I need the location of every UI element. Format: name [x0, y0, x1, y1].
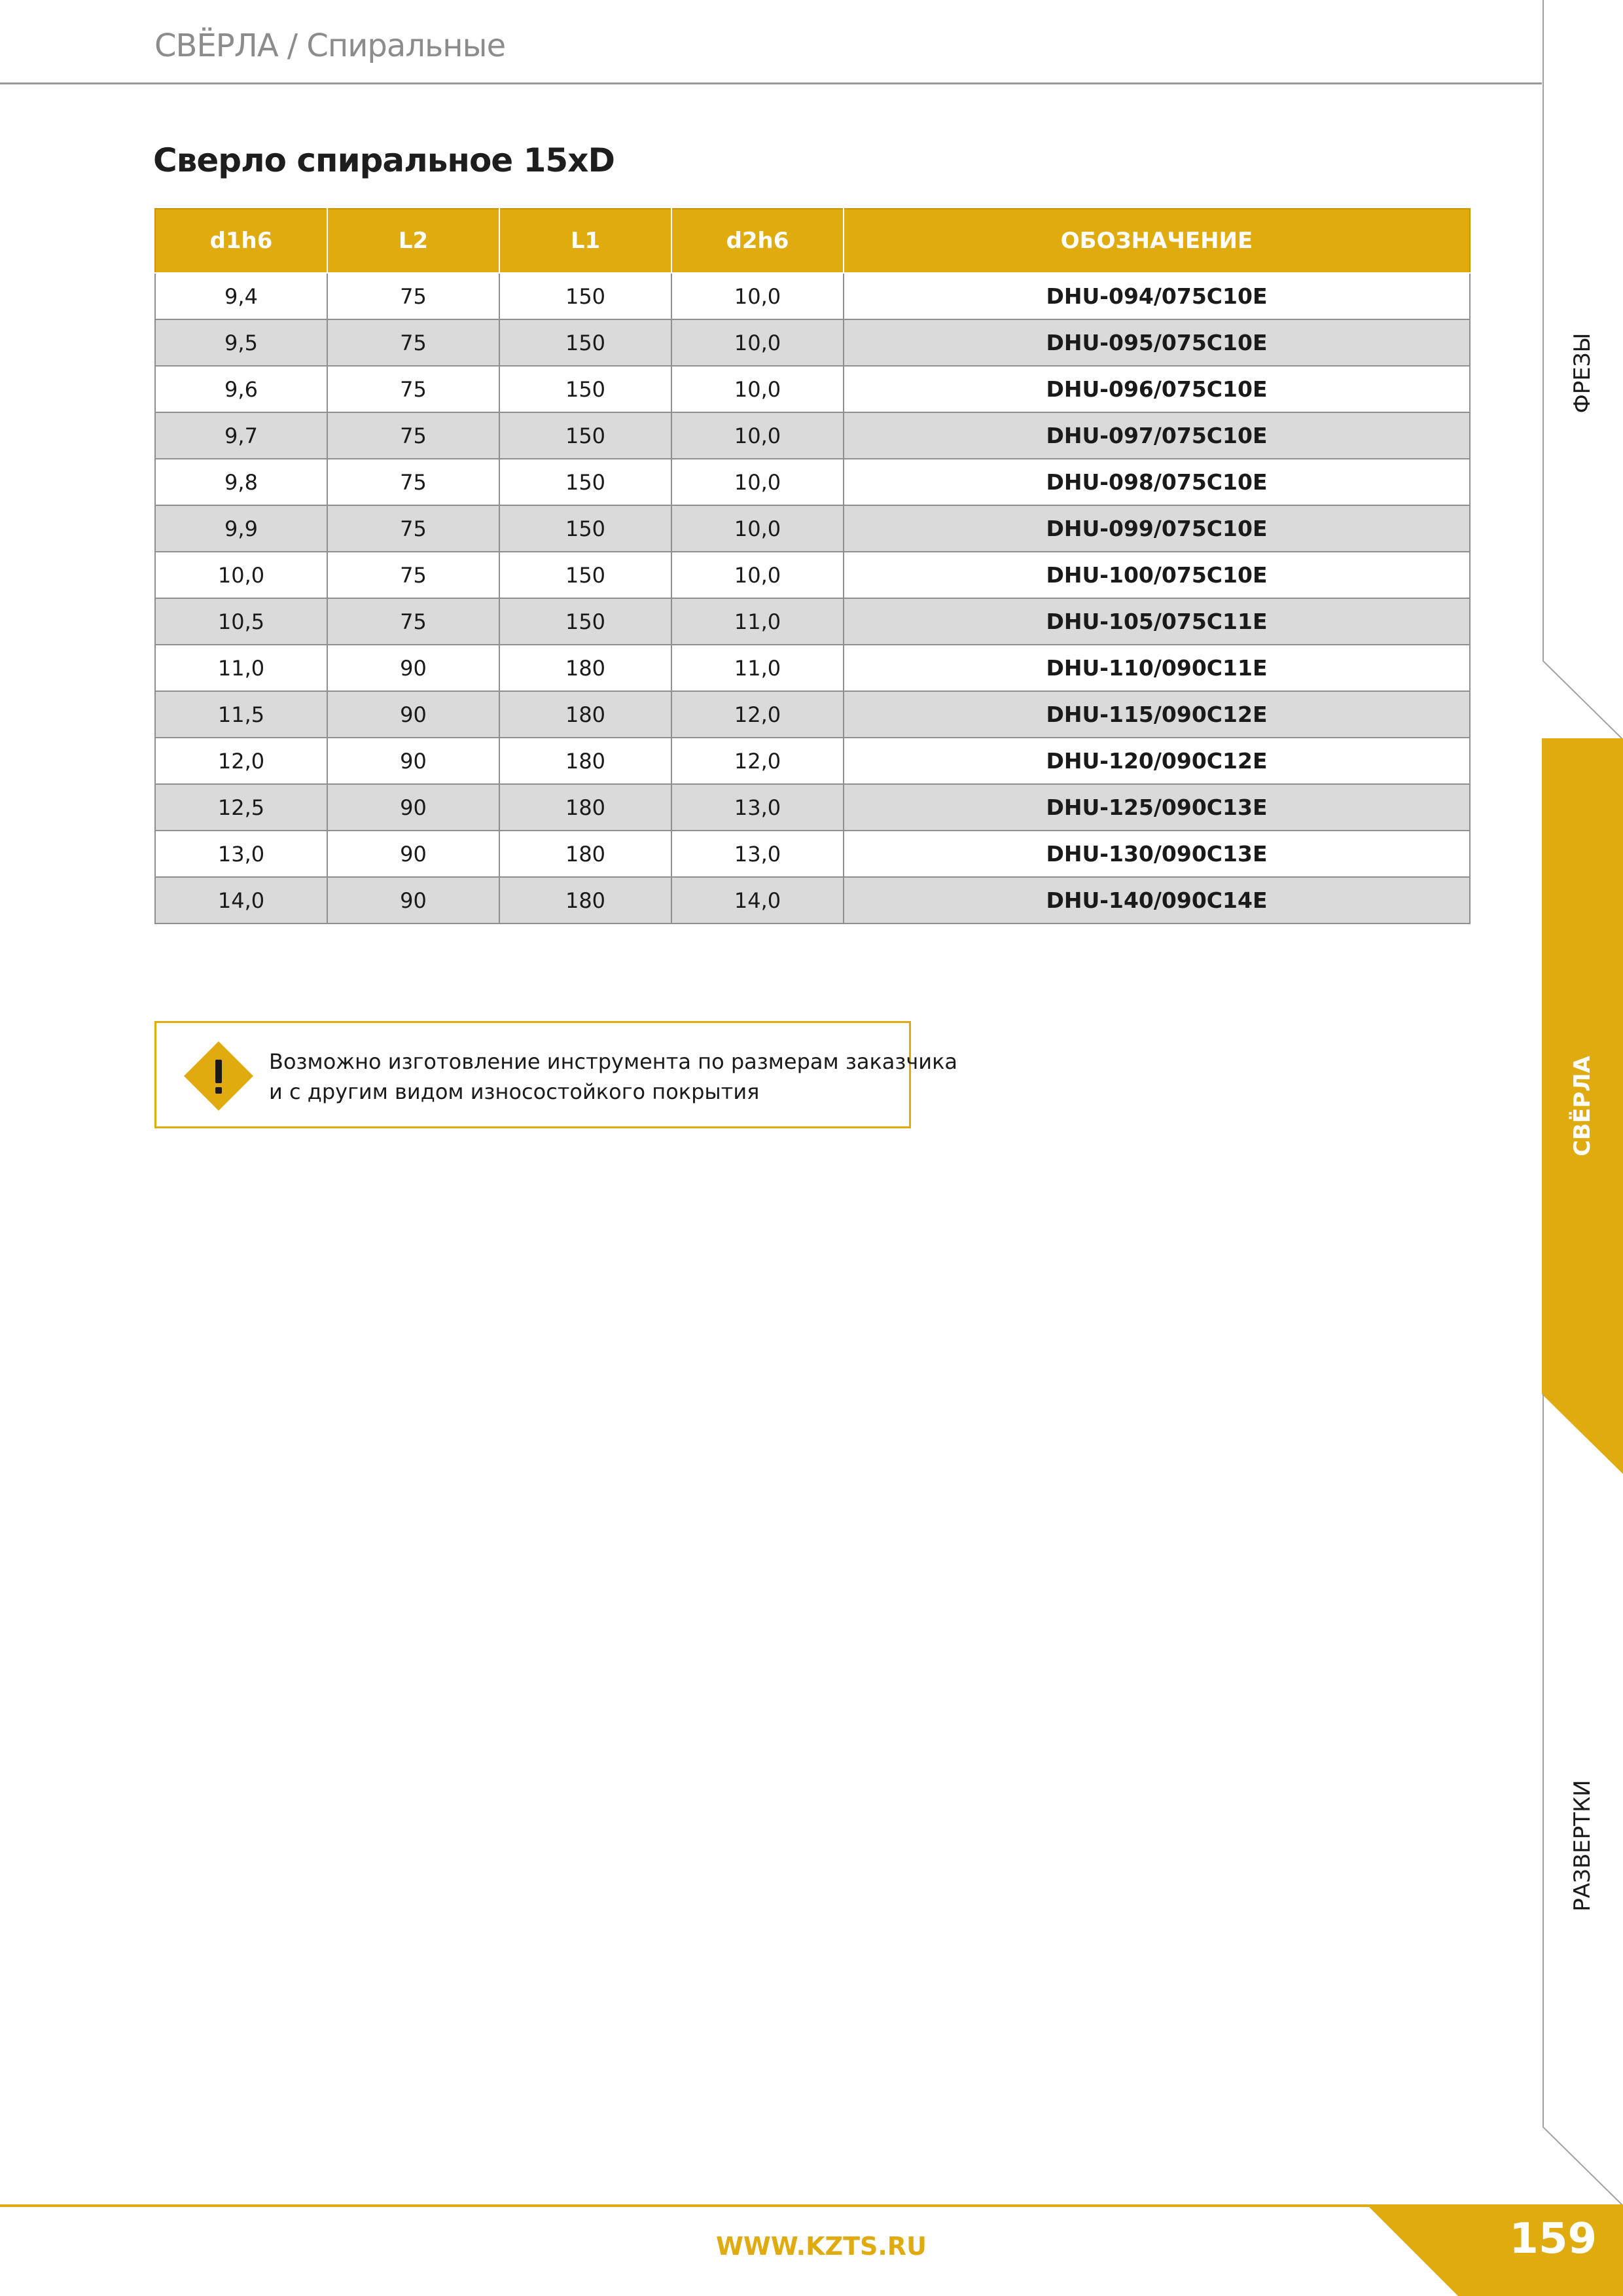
cell-l2: 90 — [327, 691, 499, 738]
cell-designation: DHU-130/090C13E — [844, 831, 1470, 877]
cell-designation: DHU-099/075C10E — [844, 505, 1470, 552]
cell-designation: DHU-105/075C11E — [844, 598, 1470, 645]
cell-d1h6: 9,6 — [155, 366, 327, 412]
cell-d2h6: 10,0 — [671, 273, 844, 319]
cell-l1: 150 — [499, 552, 671, 598]
cell-d2h6: 12,0 — [671, 691, 844, 738]
table-row — [155, 552, 1470, 598]
table-row — [155, 366, 1470, 412]
cell-l2: 75 — [327, 273, 499, 319]
spec-table — [154, 208, 1471, 924]
cell-l1: 180 — [499, 877, 671, 924]
cell-d2h6: 11,0 — [671, 645, 844, 691]
cell-designation: DHU-125/090C13E — [844, 784, 1470, 831]
cell-d2h6: 13,0 — [671, 831, 844, 877]
cell-l1: 180 — [499, 831, 671, 877]
cell-l2: 75 — [327, 598, 499, 645]
cell-designation: DHU-140/090C14E — [844, 877, 1470, 924]
cell-d1h6: 9,5 — [155, 319, 327, 366]
table-body — [155, 273, 1470, 924]
cell-designation: DHU-095/075C10E — [844, 319, 1470, 366]
cell-l1: 150 — [499, 366, 671, 412]
table-row — [155, 691, 1470, 738]
cell-d2h6: 10,0 — [671, 366, 844, 412]
cell-l1: 150 — [499, 319, 671, 366]
cell-d1h6: 12,5 — [155, 784, 327, 831]
cell-l1: 150 — [499, 412, 671, 459]
warning-icon — [183, 1040, 255, 1112]
note-line-2: и с другим видом износостойкого покрытия — [269, 1079, 760, 1104]
cell-l1: 180 — [499, 784, 671, 831]
column-header-l1: L1 — [499, 209, 671, 273]
cell-l2: 90 — [327, 645, 499, 691]
header-divider — [0, 82, 1542, 84]
cell-d1h6: 9,4 — [155, 273, 327, 319]
cell-designation: DHU-098/075C10E — [844, 459, 1470, 505]
table-row — [155, 645, 1470, 691]
table-row — [155, 319, 1470, 366]
cell-d2h6: 10,0 — [671, 505, 844, 552]
cell-l2: 90 — [327, 738, 499, 784]
cell-d2h6: 12,0 — [671, 738, 844, 784]
column-header-d2h6: d2h6 — [671, 209, 844, 273]
table-row — [155, 784, 1470, 831]
tab-razvertki[interactable] — [1542, 1767, 1623, 1924]
cell-d2h6: 11,0 — [671, 598, 844, 645]
table-row — [155, 598, 1470, 645]
cell-d1h6: 9,9 — [155, 505, 327, 552]
cell-d2h6: 14,0 — [671, 877, 844, 924]
cell-l1: 150 — [499, 505, 671, 552]
cell-l1: 180 — [499, 691, 671, 738]
note-line-1: Возможно изготовление инструмента по размерам заказчика — [269, 1049, 958, 1074]
tab-frezy-label: ФРЕЗЫ — [1569, 332, 1596, 414]
cell-l1: 180 — [499, 645, 671, 691]
cell-d1h6: 14,0 — [155, 877, 327, 924]
tab-sverla-label: СВЁРЛА — [1569, 1056, 1596, 1157]
table-row — [155, 459, 1470, 505]
cell-designation: DHU-096/075C10E — [844, 366, 1470, 412]
cell-d1h6: 12,0 — [155, 738, 327, 784]
cell-d1h6: 11,5 — [155, 691, 327, 738]
cell-d2h6: 10,0 — [671, 319, 844, 366]
cell-d2h6: 10,0 — [671, 459, 844, 505]
table-row — [155, 505, 1470, 552]
table-row — [155, 738, 1470, 784]
cell-d1h6: 10,0 — [155, 552, 327, 598]
cell-d2h6: 10,0 — [671, 552, 844, 598]
cell-l1: 150 — [499, 273, 671, 319]
cell-d1h6: 9,8 — [155, 459, 327, 505]
cell-d1h6: 10,5 — [155, 598, 327, 645]
table-row — [155, 412, 1470, 459]
cell-l2: 75 — [327, 412, 499, 459]
column-header-l2: L2 — [327, 209, 499, 273]
page-header-title: СВЁРЛА / Спиральные — [154, 27, 506, 64]
column-header-designation: ОБОЗНАЧЕНИЕ — [844, 209, 1470, 273]
cell-l2: 75 — [327, 505, 499, 552]
column-header-d1h6: d1h6 — [155, 209, 327, 273]
cell-designation: DHU-094/075C10E — [844, 273, 1470, 319]
cell-designation: DHU-100/075C10E — [844, 552, 1470, 598]
cell-l1: 180 — [499, 738, 671, 784]
cell-l2: 75 — [327, 319, 499, 366]
cell-l1: 150 — [499, 459, 671, 505]
cell-l2: 75 — [327, 366, 499, 412]
custom-order-note — [154, 1021, 958, 1128]
cell-l2: 75 — [327, 552, 499, 598]
cell-l2: 90 — [327, 877, 499, 924]
tab-frezy[interactable] — [1542, 308, 1623, 439]
page-number: 159 — [1509, 2215, 1597, 2263]
cell-d1h6: 13,0 — [155, 831, 327, 877]
table-row — [155, 877, 1470, 924]
cell-d2h6: 13,0 — [671, 784, 844, 831]
table-row — [155, 273, 1470, 319]
table-row — [155, 831, 1470, 877]
footer-website-link[interactable]: WWW.KZTS.RU — [716, 2232, 927, 2261]
page-title: Сверло спиральное 15xD — [153, 141, 615, 179]
cell-designation: DHU-110/090C11E — [844, 645, 1470, 691]
cell-d1h6: 9,7 — [155, 412, 327, 459]
cell-l2: 75 — [327, 459, 499, 505]
cell-d1h6: 11,0 — [155, 645, 327, 691]
cell-designation: DHU-115/090C12E — [844, 691, 1470, 738]
cell-l2: 90 — [327, 784, 499, 831]
cell-l1: 150 — [499, 598, 671, 645]
cell-designation: DHU-097/075C10E — [844, 412, 1470, 459]
cell-designation: DHU-120/090C12E — [844, 738, 1470, 784]
tab-sverla[interactable] — [1542, 1034, 1623, 1178]
note-text — [269, 1047, 957, 1107]
cell-l2: 90 — [327, 831, 499, 877]
cell-d2h6: 10,0 — [671, 412, 844, 459]
tab-razvertki-label: РАЗВЕРТКИ — [1569, 1780, 1596, 1912]
table-header-row — [155, 209, 1470, 273]
